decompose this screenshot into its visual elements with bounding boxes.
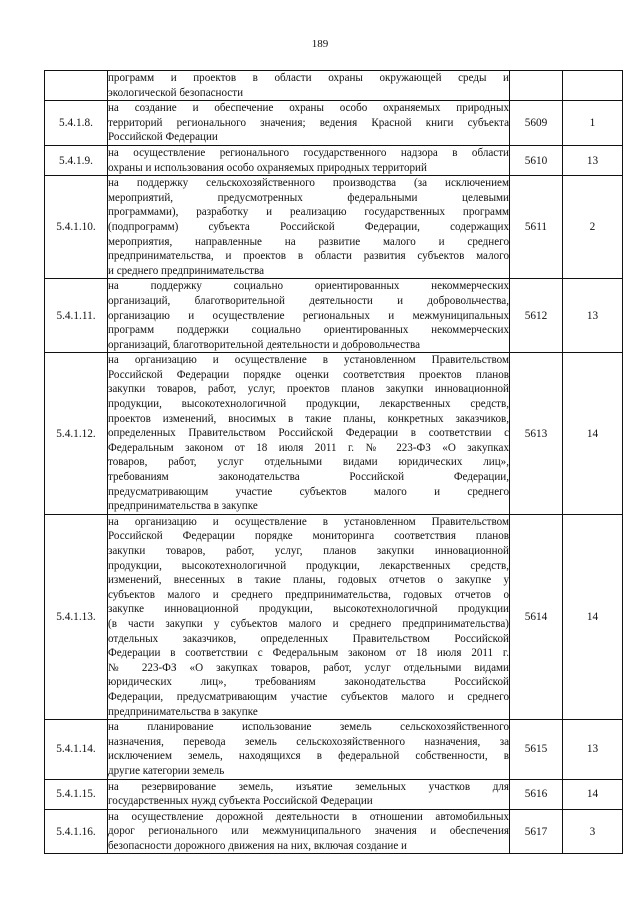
description-line: другие категории земель bbox=[108, 764, 225, 777]
description-line: государственных нужд субъекта Российской Федерации bbox=[108, 795, 373, 808]
description-line: программами), разработку и реализацию государственных программ bbox=[108, 206, 509, 219]
item-category: 13 bbox=[563, 279, 623, 353]
table-row bbox=[45, 176, 623, 279]
description-line: организаций, благотворительной деятельности и добровольчества bbox=[108, 338, 421, 351]
item-number: 5.4.1.9. bbox=[45, 145, 108, 175]
item-category: 1 bbox=[563, 101, 623, 146]
item-number: 5.4.1.8. bbox=[45, 101, 108, 146]
description-line: исключением земель, находящихся в федеральной собственности, в bbox=[108, 750, 509, 763]
description-line: предпринимательства, и проектов в области развития субъектов малого bbox=[108, 250, 509, 263]
description-line: на планирование использование земель сельскохозяйственного bbox=[108, 721, 509, 734]
description-line: охраны и использования особо охраняемых природных территорий bbox=[108, 161, 427, 174]
item-code: 5614 bbox=[510, 514, 563, 719]
table-row bbox=[45, 71, 623, 101]
description-line: юридических лиц», требованиям законодательства Российской bbox=[108, 676, 509, 689]
item-description bbox=[108, 145, 510, 175]
item-category: 3 bbox=[563, 809, 623, 854]
item-number: 5.4.1.13. bbox=[45, 514, 108, 719]
item-code: 5612 bbox=[510, 279, 563, 353]
item-description bbox=[108, 176, 510, 279]
description-line: на осуществление регионального государственного надзора в области bbox=[108, 146, 509, 159]
description-line: продукции, высокотехнологичной продукции, лекарственных средств, bbox=[108, 559, 509, 572]
description-line: назначения, перевода земель сельскохозяйственного назначения, за bbox=[108, 735, 509, 748]
item-category: 14 bbox=[563, 779, 623, 809]
description-line: Российской Федерации порядке мониторинга соответствия планов bbox=[108, 530, 509, 543]
description-line: требованиям законодательства Российской Федерации, bbox=[108, 471, 509, 484]
page-number: 189 bbox=[311, 38, 329, 50]
table-row bbox=[45, 779, 623, 809]
item-number bbox=[45, 71, 108, 101]
description-line: предусматривающим участие субъектов малого и среднего bbox=[108, 485, 509, 498]
description-line: Федерации, предусматривающим участие субъектов малого и среднего bbox=[108, 690, 509, 703]
description-line: изменений, внесенных в такие планы, годовых отчетов о закупке у bbox=[108, 574, 509, 587]
description-line: на создание и обеспечение охраны особо охраняемых природных bbox=[108, 102, 509, 115]
item-category bbox=[563, 71, 623, 101]
description-line: предпринимательства в закупке bbox=[108, 500, 258, 513]
item-description bbox=[108, 809, 510, 854]
item-number: 5.4.1.14. bbox=[45, 720, 108, 779]
table-row bbox=[45, 101, 623, 146]
item-description bbox=[108, 720, 510, 779]
description-line: на поддержку сельскохозяйственного производства (за исключением bbox=[108, 177, 509, 190]
item-code: 5613 bbox=[510, 353, 563, 515]
description-line: программ и проектов в области охраны окружающей среды и bbox=[108, 72, 509, 84]
table-row bbox=[45, 279, 623, 353]
item-number: 5.4.1.10. bbox=[45, 176, 108, 279]
description-line: субъектов малого и среднего предпринимательства, годовых отчетов о bbox=[108, 588, 509, 601]
description-line: (подпрограмм) субъекта Российской Федерации, содержащих bbox=[108, 220, 509, 233]
description-line: на осуществление дорожной деятельности в отношении автомобильных bbox=[108, 810, 509, 823]
description-line: Федеральным законом от 18 июля 2011 г. № 223-ФЗ «О закупках bbox=[108, 441, 509, 454]
description-line: территорий регионального значения; ведения Красной книги субъекта bbox=[108, 116, 509, 129]
table-row bbox=[45, 514, 623, 719]
description-line: программ поддержки социально ориентированных некоммерческих bbox=[108, 324, 509, 337]
description-line: (в части закупки у субъектов малого и среднего предпринимательства) bbox=[108, 617, 509, 630]
item-description bbox=[108, 101, 510, 146]
description-line: закупки товаров, работ, услуг, планов закупки инновационной bbox=[108, 545, 509, 557]
item-code: 5609 bbox=[510, 101, 563, 146]
description-line: отдельных заказчиков, определенных Правительством Российской bbox=[108, 632, 509, 645]
item-code: 5616 bbox=[510, 779, 563, 809]
item-code: 5617 bbox=[510, 809, 563, 854]
description-line: товаров, работ, услуг отдельными видами юридических лиц», bbox=[108, 456, 509, 469]
item-category: 14 bbox=[563, 353, 623, 515]
table-row bbox=[45, 809, 623, 854]
table-row bbox=[45, 720, 623, 779]
item-description bbox=[108, 71, 510, 101]
description-line: экологической безопасности bbox=[108, 86, 244, 99]
item-number: 5.4.1.12. bbox=[45, 353, 108, 515]
description-line: организаций, благотворительной деятельности и добровольчества, bbox=[108, 294, 509, 307]
item-number: 5.4.1.11. bbox=[45, 279, 108, 353]
item-category: 13 bbox=[563, 145, 623, 175]
description-line: на организацию и осуществление в установленном Правительством bbox=[108, 515, 509, 528]
description-line: закупке инновационной продукции, высокотехнологичной продукции bbox=[108, 603, 509, 616]
item-number: 5.4.1.15. bbox=[45, 779, 108, 809]
table-row bbox=[45, 353, 623, 515]
item-category: 14 bbox=[563, 514, 623, 719]
description-line: мероприятия, направленные на развитие малого и среднего bbox=[108, 235, 509, 248]
description-line: Федерации в соответствии с Федеральным законом от 18 июля 2011 г. bbox=[108, 647, 509, 660]
classification-table bbox=[44, 70, 623, 854]
description-line: дорог регионального или межмуниципального значения и обеспечения bbox=[108, 825, 509, 838]
description-line: № 223-ФЗ «О закупках товаров, работ, услуг отдельными видами bbox=[108, 661, 509, 674]
table-row bbox=[45, 145, 623, 175]
description-line: безопасности дорожного движения на них, включая создание и bbox=[108, 839, 407, 852]
description-line: проектов изменений, вносимых в такие планы, конкретных заказчиков, bbox=[108, 412, 509, 425]
description-line: Российской Федерации bbox=[108, 131, 218, 144]
item-code: 5611 bbox=[510, 176, 563, 279]
item-code: 5610 bbox=[510, 145, 563, 175]
description-line: организацию и осуществление региональных и межмуниципальных bbox=[108, 309, 509, 322]
item-description bbox=[108, 353, 510, 515]
item-code: 5615 bbox=[510, 720, 563, 779]
description-line: Российской Федерации порядке оценки соответствия проектов планов bbox=[108, 368, 509, 381]
description-line: на поддержку социально ориентированных некоммерческих bbox=[108, 280, 509, 293]
item-description bbox=[108, 279, 510, 353]
description-line: на резервирование земель, изъятие земельных участков для bbox=[108, 780, 509, 793]
description-line: определенных Правительством Российской Федерации в соответствии с bbox=[108, 427, 509, 440]
description-line: и среднего предпринимательства bbox=[108, 264, 264, 277]
description-line: закупки товаров, работ, услуг, проектов планов закупки инновационной bbox=[108, 383, 509, 396]
item-code bbox=[510, 71, 563, 101]
item-description bbox=[108, 779, 510, 809]
description-line: продукции, высокотехнологичной продукции, лекарственных средств, bbox=[108, 398, 509, 411]
item-category: 13 bbox=[563, 720, 623, 779]
item-number: 5.4.1.16. bbox=[45, 809, 108, 854]
description-line: на организацию и осуществление в установленном Правительством bbox=[108, 354, 509, 367]
item-category: 2 bbox=[563, 176, 623, 279]
item-description bbox=[108, 514, 510, 719]
description-line: мероприятий, предусмотренных федеральными целевыми bbox=[108, 191, 509, 204]
description-line: предпринимательства в закупке bbox=[108, 705, 258, 718]
table-body bbox=[45, 71, 623, 854]
